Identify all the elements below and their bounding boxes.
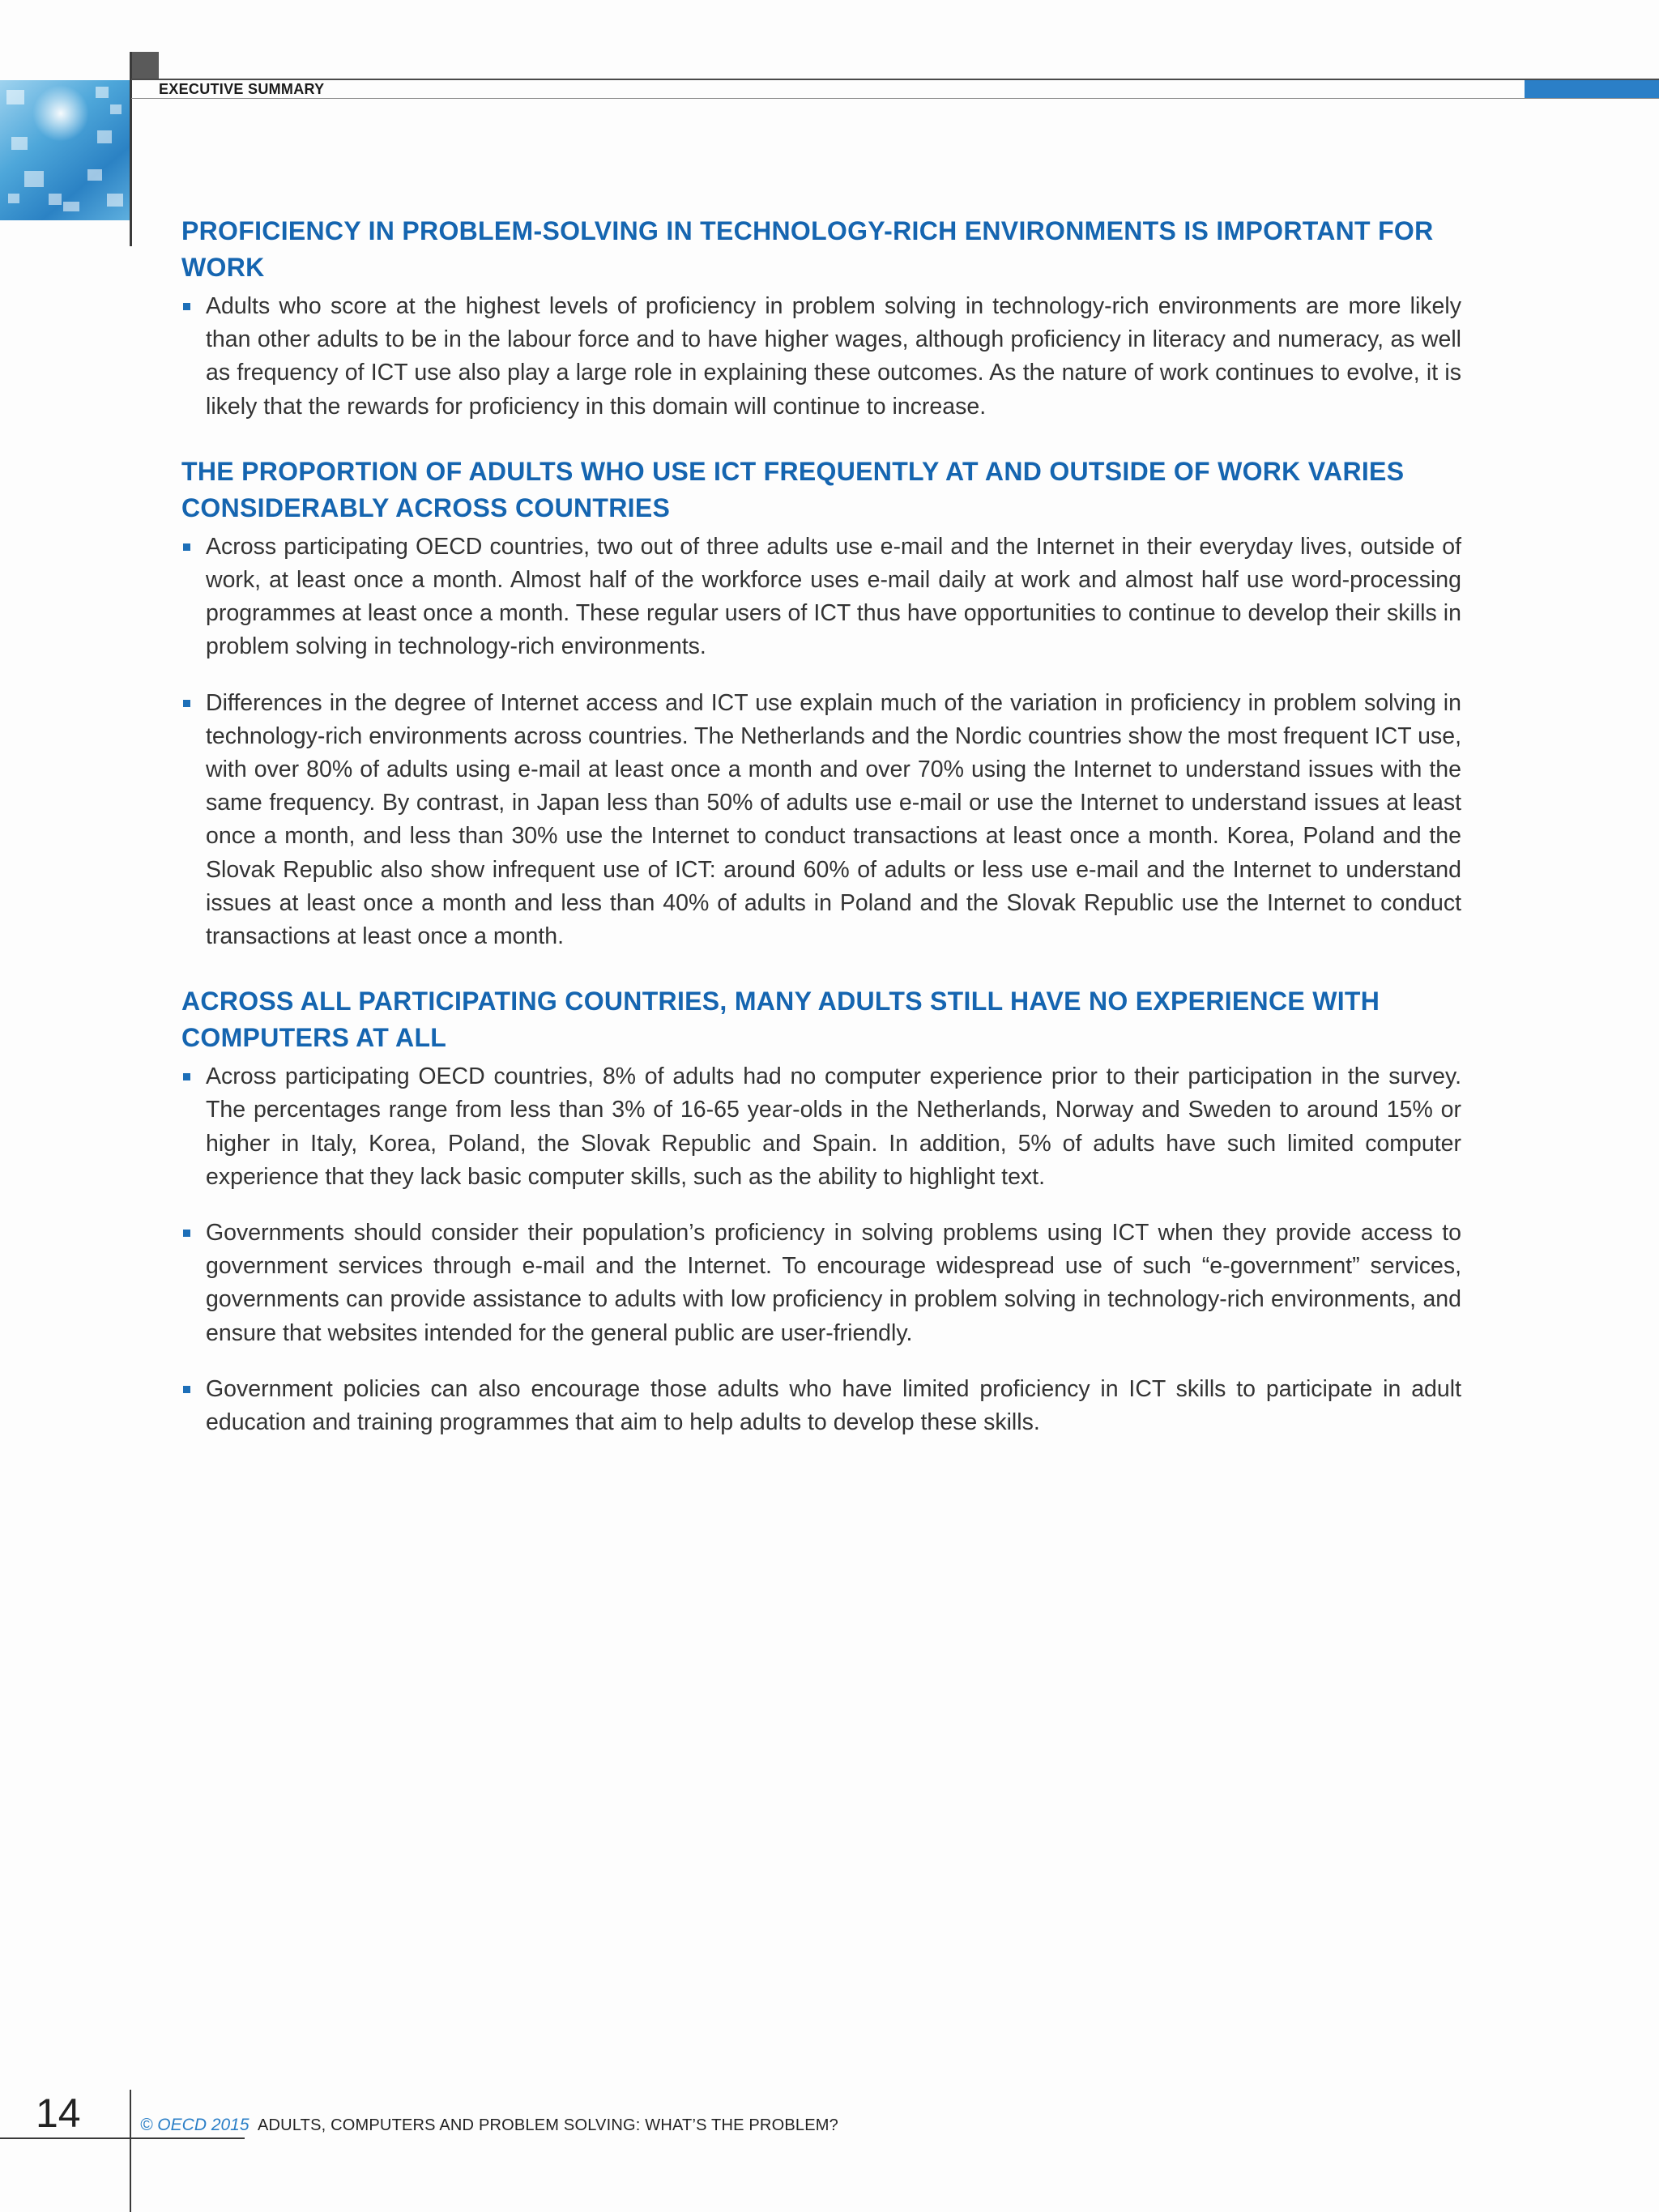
bullet-text: Governments should consider their population’s proficiency in solving problems using ICT when they provide access to government services through e-mail and the Internet. To encourage widespread use of such “e-government” services, governments can provide assistance to adults with low proficiency in problem solving in technology-rich environments, and ensure that websites intended for the general public are user-friendly. — [206, 1220, 1461, 1346]
bullet-list — [181, 1060, 1461, 1439]
square-bullet-icon — [183, 303, 190, 310]
footer-vertical-rule — [130, 2090, 131, 2212]
bullet-item — [181, 1060, 1461, 1194]
bullet-item — [181, 290, 1461, 424]
bullet-text: Differences in the degree of Internet access and ICT use explain much of the variation in proficiency in problem solving in technology-rich environments across countries. The Netherlands and the Nordic countries show the most frequent ICT use, with over 80% of adults using e-mail at least once a month and over 70% using the Internet to understand issues with the same frequency. By contrast, in Japan less than 50% of adults use e-mail or use the Internet to understand issues at least once a month, and less than 30% use the Internet to conduct transactions at least once a month. Korea, Poland and the Slovak Republic also show infrequent use of ICT: around 60% of adults or less use e-mail and the Internet to understand issues at least once a month and less than 40% of adults in Poland and the Slovak Republic use the Internet to conduct transactions at least once a month. — [206, 689, 1461, 950]
section-problem-solving-work — [181, 213, 1461, 424]
book-title: ADULTS, COMPUTERS AND PROBLEM SOLVING: WHAT’S THE PROBLEM? — [258, 2116, 838, 2134]
bullet-text: Adults who score at the highest levels of proficiency in problem solving in technology-rich environments are more likely than other adults to be in the labour force and to have higher wages, although proficiency in literacy and numeracy, as well as frequency of ICT use also play a large role in explaining these outcomes. As the nature of work continues to evolve, it is likely that the rewards for proficiency in this domain will continue to increase. — [206, 293, 1461, 420]
footer-horizontal-rule — [0, 2137, 245, 2139]
section-heading: THE PROPORTION OF ADULTS WHO USE ICT FREQUENTLY AT AND OUTSIDE OF WORK VARIES CONSIDERABLY ACROSS COUNTRIES — [181, 456, 1405, 522]
square-bullet-icon — [183, 700, 190, 707]
section-heading: ACROSS ALL PARTICIPATING COUNTRIES, MANY ADULTS STILL HAVE NO EXPERIENCE WITH COMPUTERS AT ALL — [181, 987, 1380, 1053]
running-head: EXECUTIVE SUMMARY — [159, 81, 325, 97]
header-rule-top — [131, 79, 1659, 80]
bullet-list — [181, 290, 1461, 424]
section-heading: PROFICIENCY IN PROBLEM-SOLVING IN TECHNOLOGY-RICH ENVIRONMENTS IS IMPORTANT FOR WORK — [181, 216, 1434, 282]
header-blue-tab — [1525, 80, 1659, 98]
page-number: 14 — [36, 2091, 81, 2136]
square-bullet-icon — [183, 1230, 190, 1237]
bullet-item — [181, 1373, 1461, 1439]
bullet-text: Across participating OECD countries, two out of three adults use e-mail and the Internet in their everyday lives, outside of work, at least once a month. Almost half of the workforce uses e-mail daily at work and almost half use word-processing programmes at least once a month. These regular users of ICT thus have opportunities to continue to develop their skills in problem solving in technology-rich environments. — [206, 533, 1461, 660]
bullet-item — [181, 687, 1461, 954]
header-thumbnail-image — [0, 80, 131, 220]
header-corner-block — [131, 52, 159, 79]
main-content — [181, 213, 1461, 1462]
section-no-computer-experience — [181, 983, 1461, 1439]
square-bullet-icon — [183, 1073, 190, 1080]
square-bullet-icon — [183, 1386, 190, 1393]
square-bullet-icon — [183, 543, 190, 551]
bullet-text: Across participating OECD countries, 8% of adults had no computer experience prior to their participation in the survey. The percentages range from less than 3% of 16-65 year-olds in the Netherlands, Norway and Sweden to around 15% or higher in Italy, Korea, Poland, the Slovak Republic and Spain. In addition, 5% of adults have such limited computer experience that they lack basic computer skills, such as the ability to highlight text. — [206, 1063, 1461, 1190]
bullet-item — [181, 1217, 1461, 1350]
bullet-list — [181, 531, 1461, 953]
bullet-item — [181, 531, 1461, 664]
section-ict-use — [181, 454, 1461, 953]
header-rule-bottom — [131, 98, 1659, 99]
copyright: © OECD 2015 — [140, 2116, 249, 2134]
bullet-text: Government policies can also encourage those adults who have limited proficiency in ICT skills to participate in adult education and training programmes that aim to help adults to develop these skills. — [206, 1375, 1461, 1436]
header-vertical-rule — [130, 52, 132, 246]
